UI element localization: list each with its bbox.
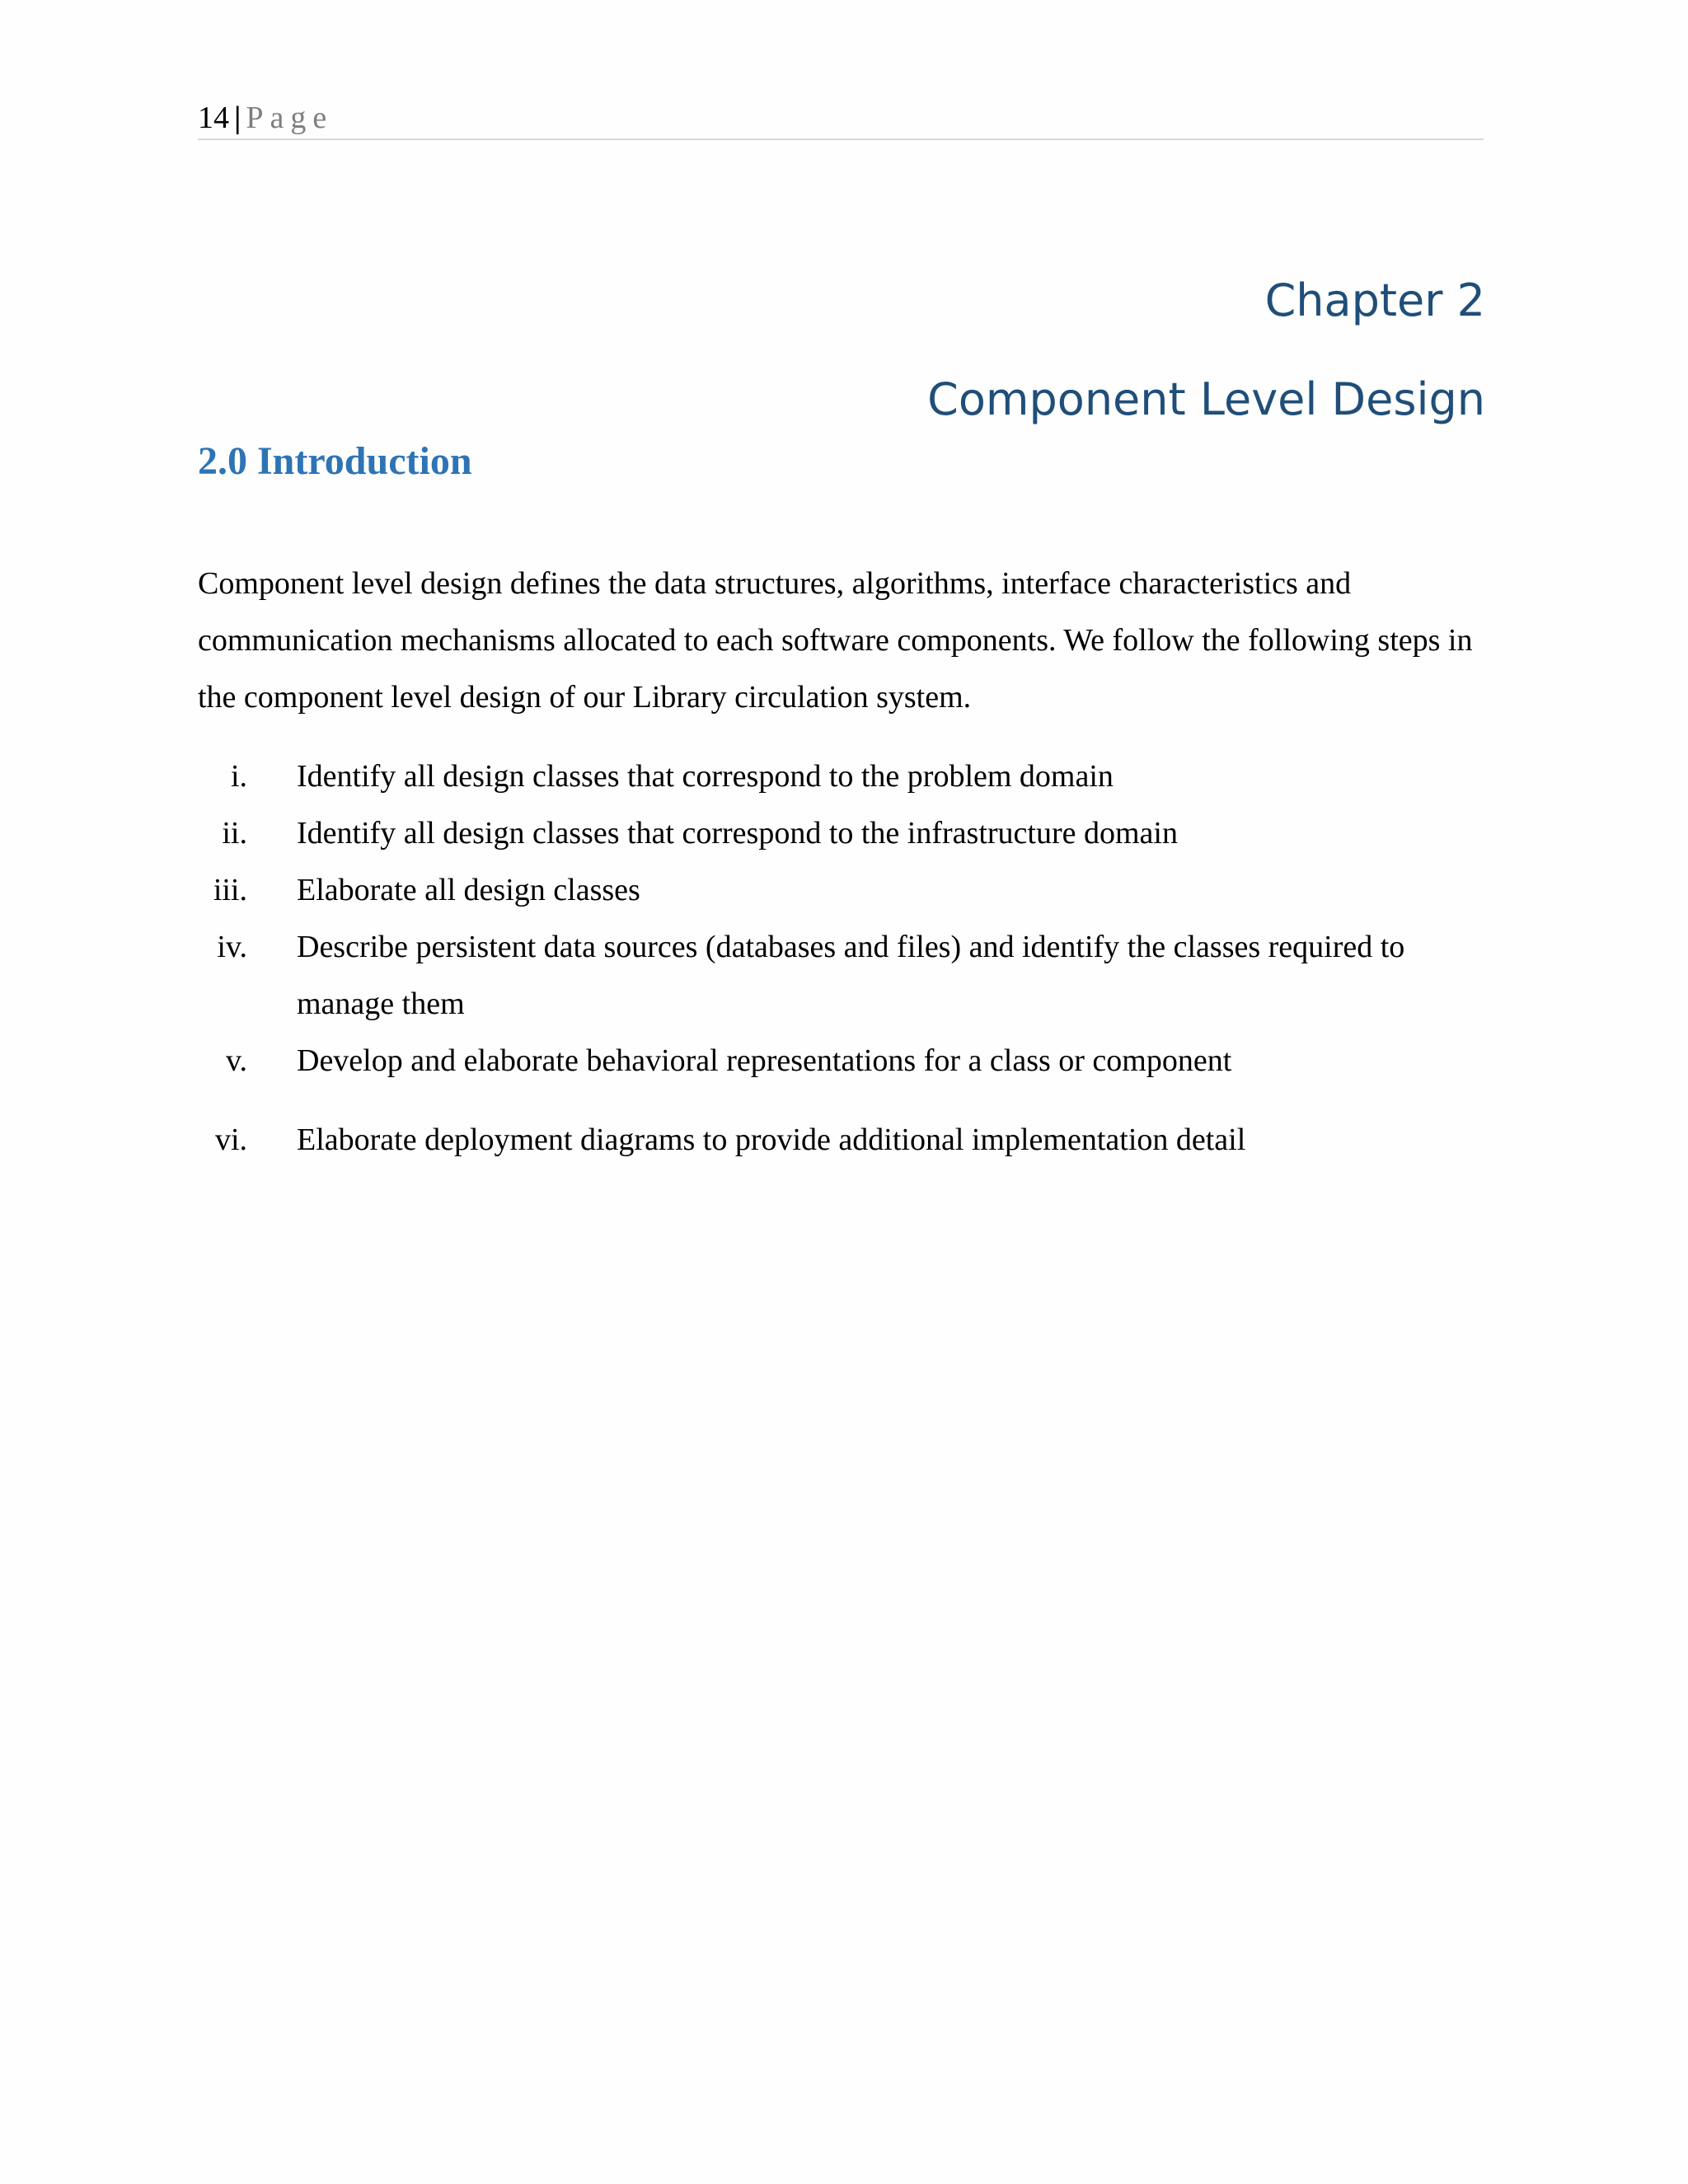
page-number: 14 [198,101,229,135]
list-item-text: Develop and elaborate behavioral representations for a class or component [297,1043,1232,1078]
list-numeral: i. [230,759,247,794]
list-item [198,1033,1492,1090]
intro-paragraph: Component level design defines the data structures, algorithms, interface characteristics and communication mechanisms allocated to each software components. We follow the following steps in the component level design of our Library circulation system. [198,566,1473,715]
list-item [198,748,1492,805]
page-word: Page [246,101,334,135]
list-item [198,862,1492,919]
chapter-subtitle: Component Level Design [927,373,1485,425]
list-item [198,1112,1492,1169]
list-numeral: v. [225,1043,247,1078]
page-header [198,97,1484,140]
list-numeral: iii. [213,873,247,907]
list-numeral: ii. [222,816,247,851]
list-item [198,919,1492,1033]
chapter-title: Chapter 2 [1264,274,1485,326]
list-item [198,805,1492,862]
list-numeral: iv. [217,930,247,964]
list-item-text: Elaborate deployment diagrams to provide additional implementation detail [297,1122,1246,1157]
list-item-text: Identify all design classes that correspond to the infrastructure domain [297,816,1178,851]
steps-list [198,748,1492,1169]
page-separator: | [234,101,241,135]
section-heading: 2.0 Introduction [198,439,472,483]
list-item-text: Describe persistent data sources (databases and files) and identify the classes required to manage them [297,930,1405,1021]
list-item-text: Identify all design classes that correspond to the problem domain [297,759,1114,794]
list-numeral: vi. [214,1122,247,1157]
list-item-text: Elaborate all design classes [297,873,640,907]
